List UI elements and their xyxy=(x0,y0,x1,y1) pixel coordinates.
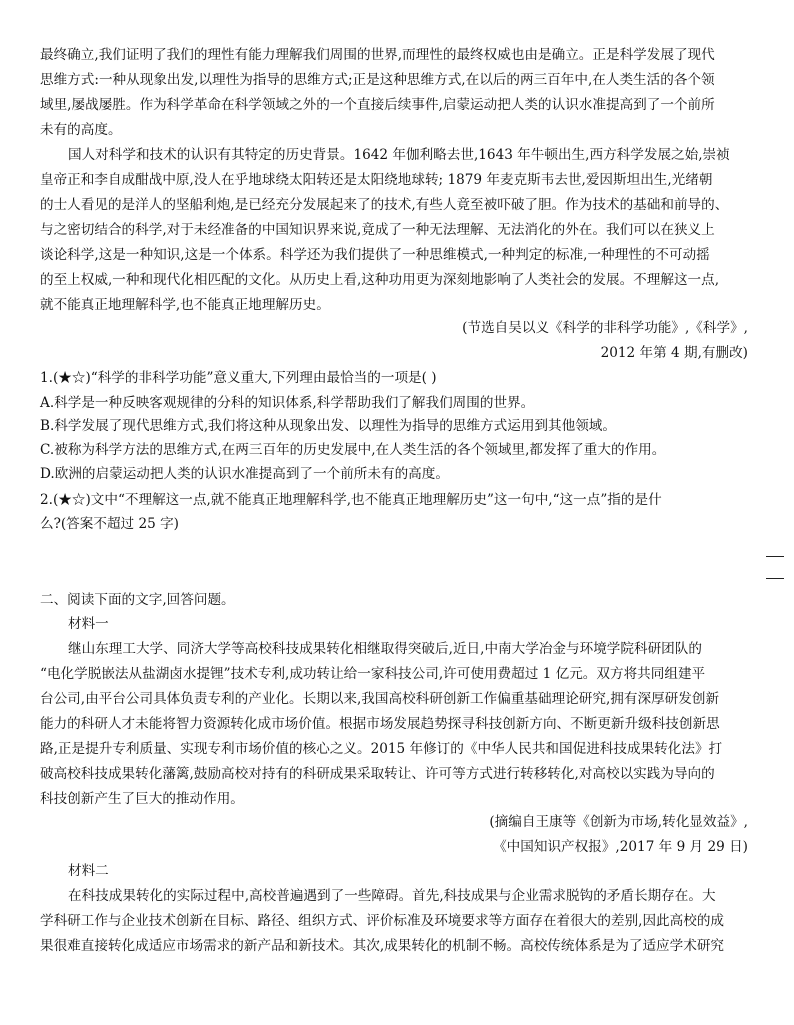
section2-heading: 二、阅读下面的文字,回答问题。 xyxy=(40,592,235,608)
passage1-line: 的士人看见的是洋人的坚船利炮,是已经充分发展起来了的技术,有些人竟至被吓破了胆。作为技术的基础和前导的、 xyxy=(40,197,729,213)
passage1-line: 皇帝正和李自成酣战中原,没人在乎地球绕太阳转还是太阳绕地球转; 1879 年麦克斯韦去世,爱因斯坦出生,光绪朝 xyxy=(40,172,713,188)
passage1-line: 与之密切结合的科学,对于未经准备的中国知识界来说,竟成了一种无法理解、无法消化的外在。我们可以在狭义上 xyxy=(40,222,715,238)
answer-line xyxy=(766,578,784,579)
material1-line: 台公司,由平台公司具体负责专利的产业化。长期以来,我国高校科研创新工作偏重基础理论研究,拥有深厚研发创新 xyxy=(40,691,720,707)
question1-option-c: C.被称为科学方法的思维方式,在两三百年的历史发展中,在人类生活的各个领域里,都发挥了重大的作用。 xyxy=(40,442,666,458)
material2-line: 学科研工作与企业技术创新在目标、路径、组织方式、评价标准及环境要求等方面存在着很大的差别,因此高校的成 xyxy=(40,913,725,929)
material1-source: 《中国知识产权报》,2017 年 9 月 29 日) xyxy=(493,839,748,855)
material1-label: 材料一 xyxy=(68,616,109,632)
question1-option-d: D.欧洲的启蒙运动把人类的认识水准提高到了一个前所未有的高度。 xyxy=(40,466,449,482)
passage1-line: 国人对科学和技术的认识有其特定的历史背景。1642 年伽利略去世,1643 年牛顿出生,西方科学发展之始,崇祯 xyxy=(68,147,730,163)
question1-option-b: B.科学发展了现代思维方式,我们将这种从现象出发、以理性为指导的思维方式运用到其他领域。 xyxy=(40,418,616,434)
material1-line: 能力的科研人才未能将智力资源转化成市场价值。根据市场发展趋势探寻科技创新方向、不断更新升级科技创新思 xyxy=(40,716,720,732)
question1-stem: 1.(★☆)“科学的非科学功能”意义重大,下列理由最恰当的一项是( ) xyxy=(40,370,437,386)
material2-label: 材料二 xyxy=(68,863,109,879)
passage1-source: 2012 年第 4 期,有删改) xyxy=(600,345,748,361)
passage1-line: 思维方式:一种从现象出发,以理性为指导的思维方式;正是这种思维方式,在以后的两三百年中,在人类生活的各个领 xyxy=(40,72,715,88)
answer-line xyxy=(766,556,784,557)
passage1-line: 域里,屡战屡胜。作为科学革命在科学领域之外的一个直接后续事件,启蒙运动把人类的认识水准提高到了一个前所 xyxy=(40,97,715,113)
material2-line: 果很难直接转化成适应市场需求的新产品和新技术。其次,成果转化的机制不畅。高校传统体系是为了适应学术研究 xyxy=(40,938,725,954)
material1-line: 科技创新产生了巨大的推动作用。 xyxy=(40,791,244,807)
passage1-line: 谈论科学,这是一种知识,这是一个体系。科学还为我们提供了一种思维模式,一种判定的标准,一种理性的不可动摇 xyxy=(40,247,710,263)
passage1-line: 最终确立,我们证明了我们的理性有能力理解我们周围的世界,而理性的最终权威也由是确立。正是科学发展了现代 xyxy=(40,47,715,63)
material1-line: 继山东理工大学、同济大学等高校科技成果转化相继取得突破后,近日,中南大学冶金与环境学院科研团队的 xyxy=(68,641,702,657)
material1-line: 路,正是提升专利质量、实现专利市场价值的核心之义。2015 年修订的《中华人民共和国促进科技成果转化法》打 xyxy=(40,741,723,757)
passage1-line: 的至上权威,一种和现代化相匹配的文化。从历史上看,这种功用更为深刻地影响了人类社会的发展。不理解这一点, xyxy=(40,272,720,288)
material1-line: “电化学脱嵌法从盐湖卤水提锂”技术专利,成功转让给一家科技公司,许可使用费超过 1 亿元。双方将共同组建平 xyxy=(40,666,706,682)
passage1-line: 未有的高度。 xyxy=(40,122,122,138)
material2-line: 在科技成果转化的实际过程中,高校普遍遇到了一些障碍。首先,科技成果与企业需求脱钩的矛盾长期存在。大 xyxy=(68,888,716,904)
question2-stem: 2.(★☆)文中“不理解这一点,就不能真正地理解科学,也不能真正地理解历史”这一句中,“这一点”指的是什 xyxy=(40,492,662,508)
material1-line: 破高校科技成果转化藩篱,鼓励高校对持有的科研成果采取转让、许可等方式进行转移转化,对高校以实践为导向的 xyxy=(40,766,715,782)
passage1-line: 就不能真正地理解科学,也不能真正地理解历史。 xyxy=(40,297,330,313)
material1-source: (摘编自王康等《创新为市场,转化显效益》, xyxy=(489,814,748,830)
question1-option-a: A.科学是一种反映客观规律的分科的知识体系,科学帮助我们了解我们周围的世界。 xyxy=(40,395,535,411)
passage1-source: (节选自吴以义《科学的非科学功能》,《科学》, xyxy=(462,320,748,336)
question2-stem: 么?(答案不超过 25 字) xyxy=(40,516,179,532)
